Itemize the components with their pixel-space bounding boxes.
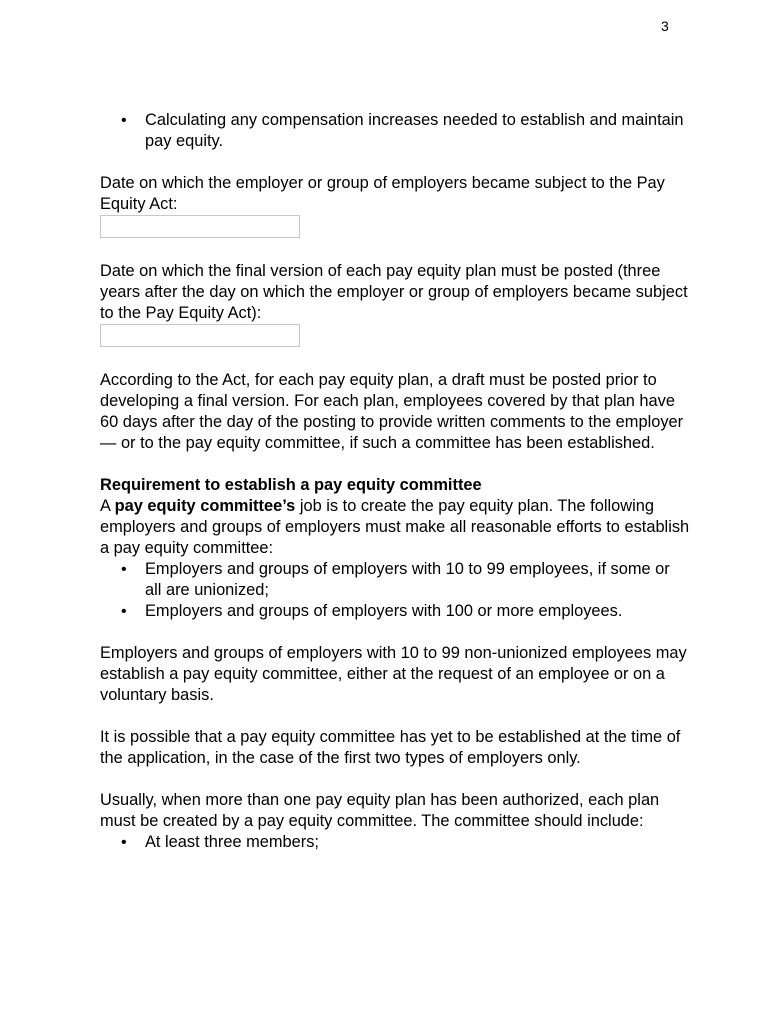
bullet-icon: •: [121, 834, 127, 851]
list-item-text: Employers and groups of employers with 100 or more employees.: [145, 602, 623, 620]
list-item-text: At least three members;: [145, 833, 319, 851]
posting-date-input[interactable]: [100, 324, 300, 347]
list-item-text: Calculating any compensation increases needed to establish and maintain pay equity.: [145, 111, 684, 150]
draft-paragraph: According to the Act, for each pay equity plan, a draft must be posted prior to developing a final version. For each plan, employees covered by that plan have 60 days after the day of the posting to provide written comments to the employer — or to the pay equity committee, if such a committee has been established.: [100, 371, 684, 452]
non-unionized-paragraph: Employers and groups of employers with 10 to 99 non-unionized employees may establish a pay equity committee, either at the request of an employee or on a voluntary basis.: [100, 644, 687, 704]
committee-intro-suffix: job is to create the pay equity plan. The following employers and groups of employers must make all reasonable efforts to establish a pay equity committee:: [100, 497, 690, 557]
subject-date-label: Date on which the employer or group of employers became subject to the Pay Equity Act:: [100, 174, 665, 213]
list-item: [100, 832, 690, 853]
intro-bullet-list: [100, 110, 690, 152]
possible-paragraph: It is possible that a pay equity committee has yet to be established at the time of the application, in the case of the first two types of employers only.: [100, 728, 681, 767]
committee-heading: Requirement to establish a pay equity committee: [100, 476, 482, 494]
bullet-icon: •: [121, 561, 127, 578]
members-bullet-list: [100, 832, 690, 853]
page-number: 3: [661, 18, 669, 34]
bullet-icon: •: [121, 112, 127, 129]
subject-date-input[interactable]: [100, 215, 300, 238]
list-item: [100, 559, 690, 601]
list-item: [100, 110, 690, 152]
document-body: [100, 110, 690, 853]
usually-paragraph: Usually, when more than one pay equity plan has been authorized, each plan must be created by a pay equity committee. The committee should include:: [100, 791, 660, 830]
committee-bullet-list: [100, 559, 690, 622]
committee-intro-prefix: A: [100, 497, 115, 515]
posting-date-label: Date on which the final version of each pay equity plan must be posted (three years after the day on which the employer or group of employers became subject to the Pay Equity Act):: [100, 262, 688, 322]
committee-intro-bold: pay equity committee’s: [114, 497, 296, 515]
bullet-icon: •: [121, 603, 127, 620]
list-item-text: Employers and groups of employers with 10 to 99 employees, if some or all are unionized;: [145, 560, 670, 599]
committee-intro: [100, 496, 690, 559]
list-item: [100, 601, 690, 622]
